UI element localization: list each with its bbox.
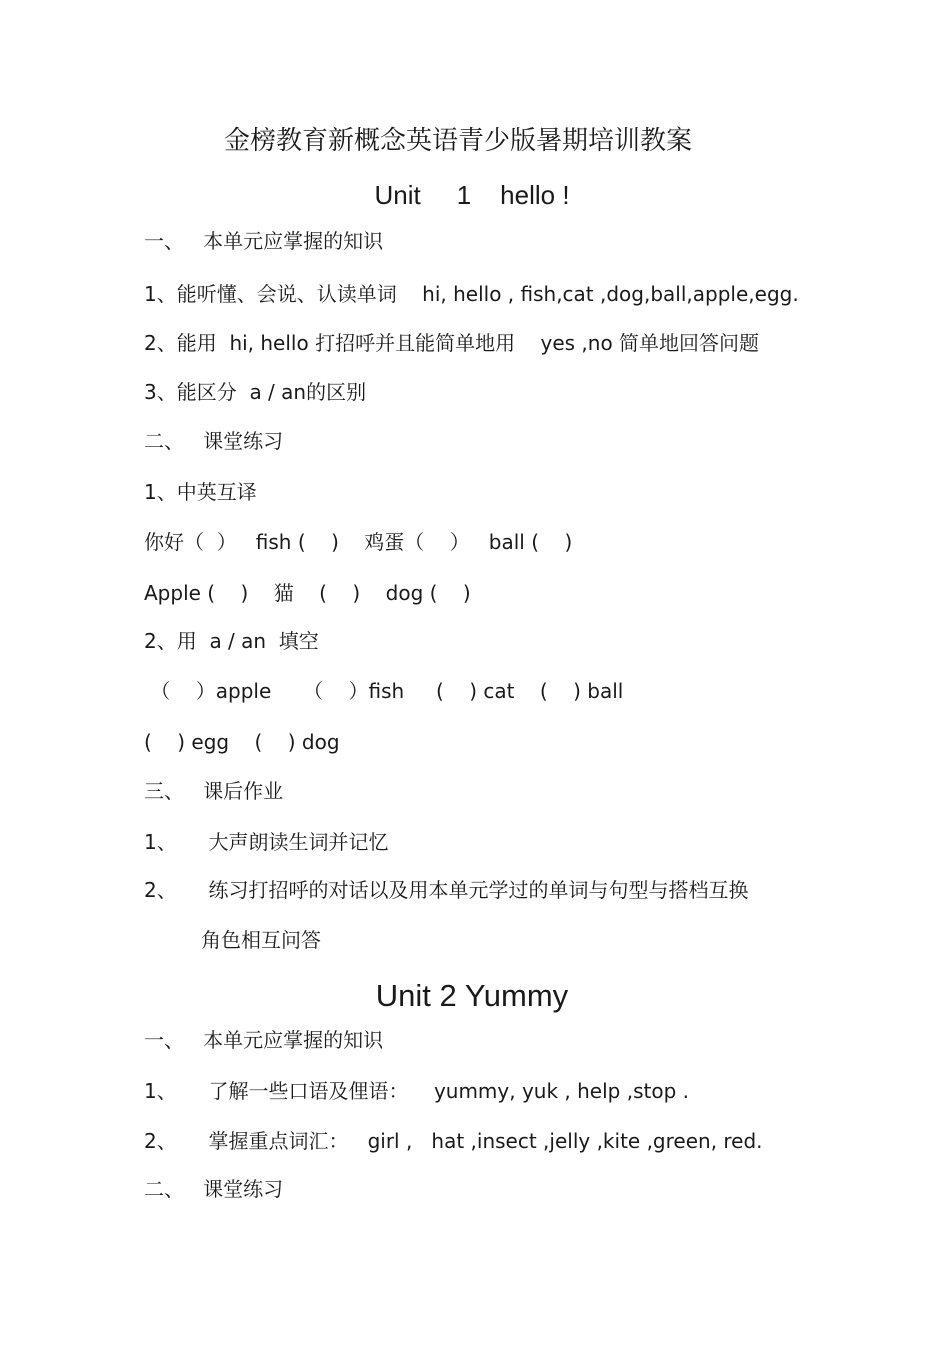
document-title: 金榜教育新概念英语青少版暑期培训教案 <box>223 126 692 156</box>
unit1-section1-item1: 1、能听懂、会说、认读单词 hi, hello , fish,cat ,dog,ball,apple,egg. <box>144 282 799 306</box>
unit1-exercise1-row2: Apple ( ) 猫 ( ) dog ( ) <box>144 581 471 605</box>
unit1-exercise1-row1: 你好（ ） fish ( ) 鸡蛋（ ） ball ( ) <box>144 530 573 554</box>
unit1-section1-heading: 一、 本单元应掌握的知识 <box>144 229 384 253</box>
unit1-heading: Unit 1 hello ! <box>374 180 570 210</box>
unit1-exercise2-row1: （ ）apple （ ）fish ( ) cat ( ) ball <box>144 679 624 703</box>
unit2-section1-item2: 2、 掌握重点词汇： girl , hat ,insect ,jelly ,kite ,green, red. <box>144 1129 763 1153</box>
unit1-homework-item2-continued: 角色相互问答 <box>201 928 321 952</box>
unit2-section1-heading: 一、 本单元应掌握的知识 <box>144 1028 384 1052</box>
unit1-section1-item3: 3、能区分 a / an的区别 <box>144 380 367 404</box>
unit1-exercise1-title: 1、中英互译 <box>144 480 257 504</box>
unit1-section2-heading: 二、 课堂练习 <box>144 429 284 453</box>
unit2-heading: Unit 2 Yummy <box>375 978 569 1013</box>
unit1-section3-heading: 三、 课后作业 <box>144 779 284 803</box>
unit1-exercise2-row2: ( ) egg ( ) dog <box>144 730 340 754</box>
unit1-homework-item1: 1、 大声朗读生词并记忆 <box>144 830 389 854</box>
unit2-section1-item1: 1、 了解一些口语及俚语： yummy, yuk , help ,stop . <box>144 1079 689 1103</box>
unit1-section1-item2: 2、能用 hi, hello 打招呼并且能简单地用 yes ,no 简单地回答问题 <box>144 331 760 355</box>
unit2-section2-heading: 二、 课堂练习 <box>144 1177 284 1201</box>
unit1-exercise2-title: 2、用 a / an 填空 <box>144 629 319 653</box>
unit1-homework-item2: 2、 练习打招呼的对话以及用本单元学过的单词与句型与搭档互换 <box>144 878 749 902</box>
